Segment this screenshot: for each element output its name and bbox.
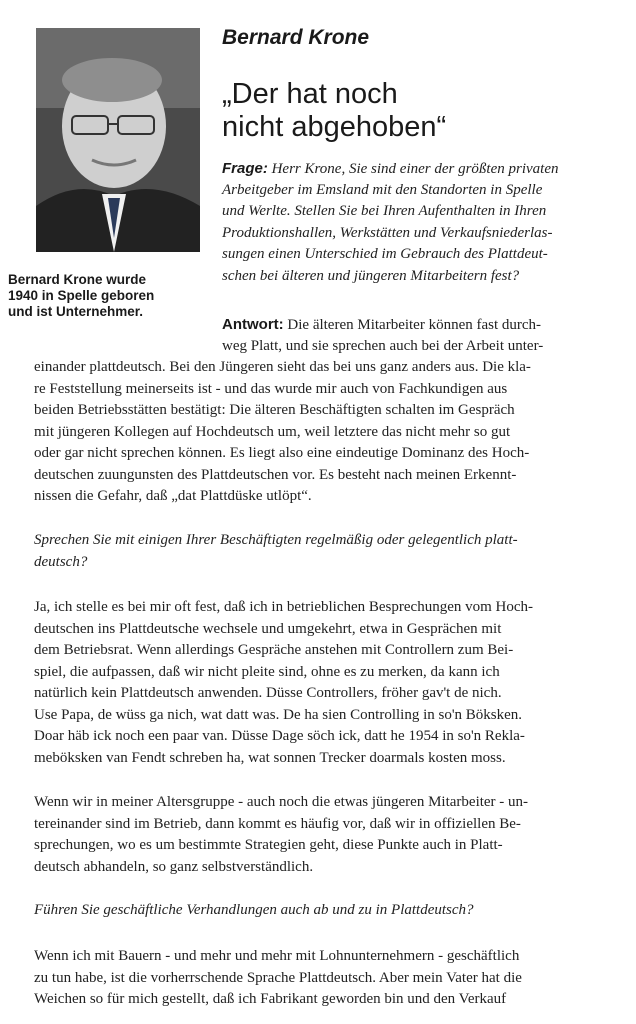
question-line	[34, 900, 474, 922]
line-text: tereinander sind im Betrieb, dann kommt es häufig vor, daß wir in offiziellen Be-	[34, 815, 521, 832]
line-text: weg Platt, und sie sprechen auch bei der Arbeit unter-	[222, 337, 544, 354]
line-text: nissen die Gefahr, daß „dat Plattdüske utlöpt“.	[34, 488, 312, 504]
answer-line	[34, 726, 525, 748]
answer-line	[34, 465, 516, 487]
headline	[222, 78, 602, 144]
question-line	[222, 223, 553, 245]
line-text: Wenn wir in meiner Altersgruppe - auch noch die etwas jüngeren Mitarbeiter - un-	[34, 794, 529, 810]
line-text: Herr Krone, Sie sind einer der größten privaten	[271, 161, 559, 177]
question-line	[34, 530, 518, 552]
caption-line: Bernard Krone wurde	[8, 272, 147, 287]
question-line	[222, 266, 519, 288]
question-line	[222, 201, 546, 223]
line-text: Sprechen Sie mit einigen Ihrer Beschäftigten regelmäßig oder gelegentlich platt-	[34, 532, 518, 548]
line-text: Die älteren Mitarbeiter können fast durch-	[287, 317, 542, 333]
antwort-label: Antwort:	[222, 316, 284, 333]
line-text: schen bei älteren und jüngeren Mitarbeitern fest?	[222, 267, 520, 284]
line-text: sungen einen Unterschied im Gebrauch des Plattdeut-	[222, 246, 548, 262]
question-line	[222, 180, 542, 202]
line-text: Use Papa, de wüss ga nich, wat datt was. De ha sien Controlling in so'n Böksken.	[34, 706, 523, 723]
line-text: Führen Sie geschäftliche Verhandlungen auch ab und zu in Plattdeutsch?	[34, 902, 474, 918]
answer-line	[34, 422, 510, 444]
answer-line	[34, 814, 521, 836]
answer-line	[34, 486, 312, 508]
answer-line	[34, 683, 502, 705]
line-text: natürlich kein Plattdeutsch anwenden. Düsse Controllers, fröher gav't de nich.	[34, 685, 502, 701]
answer-line	[34, 662, 500, 684]
line-text: deutschen ins Plattdeutsche wechsele und umgekehrt, etwa in Gesprächen mit	[34, 620, 502, 637]
answer-line	[34, 640, 513, 662]
answer-line	[34, 968, 522, 990]
answer-line	[34, 748, 506, 770]
portrait-photo	[36, 28, 200, 252]
headline-line: „Der hat noch	[222, 78, 398, 110]
line-text: einander plattdeutsch. Bei den Jüngeren sieht das bei uns ganz anders aus. Die kla-	[34, 359, 531, 375]
author-name: Bernard Krone	[222, 26, 370, 49]
question-line	[222, 244, 548, 266]
line-text: Doar häb ick noch een paar van. Düsse Dage söch ick, datt he 1954 in so'n Rekla-	[34, 728, 525, 744]
photo-caption	[8, 272, 208, 320]
headline-line: nicht abgehoben“	[222, 111, 447, 143]
answer-line	[34, 857, 313, 879]
line-text: sprechungen, wo es um bestimmte Strategien geht, diese Punkte auch in Platt-	[34, 837, 503, 853]
answer-line	[34, 619, 501, 641]
line-text: Weichen so für mich gestellt, daß ich Fabrikant geworden bin und den Verkauf	[34, 991, 507, 1007]
line-text: und Werlte. Stellen Sie bei Ihren Aufenthalten in Ihren	[222, 203, 547, 219]
line-text: beiden Betriebsstätten bestätigt: Die älteren Beschäftigten schalten im Gespräch	[34, 402, 515, 418]
line-text: deutsch abhandeln, so ganz selbstverständlich.	[34, 858, 314, 875]
line-text: zu tun habe, ist die vorherrschende Sprache Plattdeutsch. Aber mein Vater hat die	[34, 969, 522, 986]
portrait-image	[36, 28, 200, 252]
frage-label: Frage:	[222, 160, 268, 177]
answer-line	[34, 989, 506, 1011]
line-text: re Feststellung meinerseits ist - und das wurde mir auch von Fachkundigen aus	[34, 380, 508, 397]
answer-line	[222, 336, 543, 358]
answer-line	[34, 792, 528, 814]
answer-line	[34, 597, 533, 619]
answer-line	[34, 443, 529, 465]
line-text: deutschen zuungunsten des Plattdeutschen vor. Es besteht nach meinen Erkennt-	[34, 466, 517, 483]
answer-line	[34, 400, 515, 422]
line-text: meböksken van Fendt schreben ha, wat sonnen Trecker doarmals kosten moss.	[34, 749, 506, 766]
caption-line: und ist Unternehmer.	[8, 304, 144, 319]
question-line	[222, 158, 559, 181]
line-text: mit jüngeren Kollegen auf Hochdeutsch um, weil letztere das nicht mehr so gut	[34, 423, 511, 440]
answer-line	[34, 379, 507, 401]
line-text: Wenn ich mit Bauern - und mehr und mehr mit Lohnunternehmern - geschäftlich	[34, 948, 520, 964]
answer-line	[222, 314, 541, 337]
question-line	[34, 552, 87, 574]
line-text: deutsch?	[34, 553, 88, 570]
answer-line	[34, 946, 519, 968]
line-text: Ja, ich stelle es bei mir oft fest, daß ich in betrieblichen Besprechungen vom Hoch-	[34, 599, 534, 615]
line-text: dem Betriebsrat. Wenn allerdings Gespräche anstehen mit Controllern zum Bei-	[34, 642, 514, 658]
caption-line: 1940 in Spelle geboren	[8, 288, 155, 303]
answer-line	[34, 835, 503, 857]
answer-line	[34, 705, 522, 727]
line-text: Produktionshallen, Werkstätten und Verkaufsniederlas-	[222, 224, 553, 241]
line-text: spiel, die aufpassen, daß wir nicht pleite sind, ohne es zu merken, da kann ich	[34, 663, 500, 680]
line-text: oder gar nicht sprechen können. Es liegt also eine eindeutige Dominanz des Hoch-	[34, 445, 530, 461]
answer-line	[34, 357, 531, 379]
line-text: Arbeitgeber im Emsland mit den Standorten in Spelle	[222, 181, 543, 198]
